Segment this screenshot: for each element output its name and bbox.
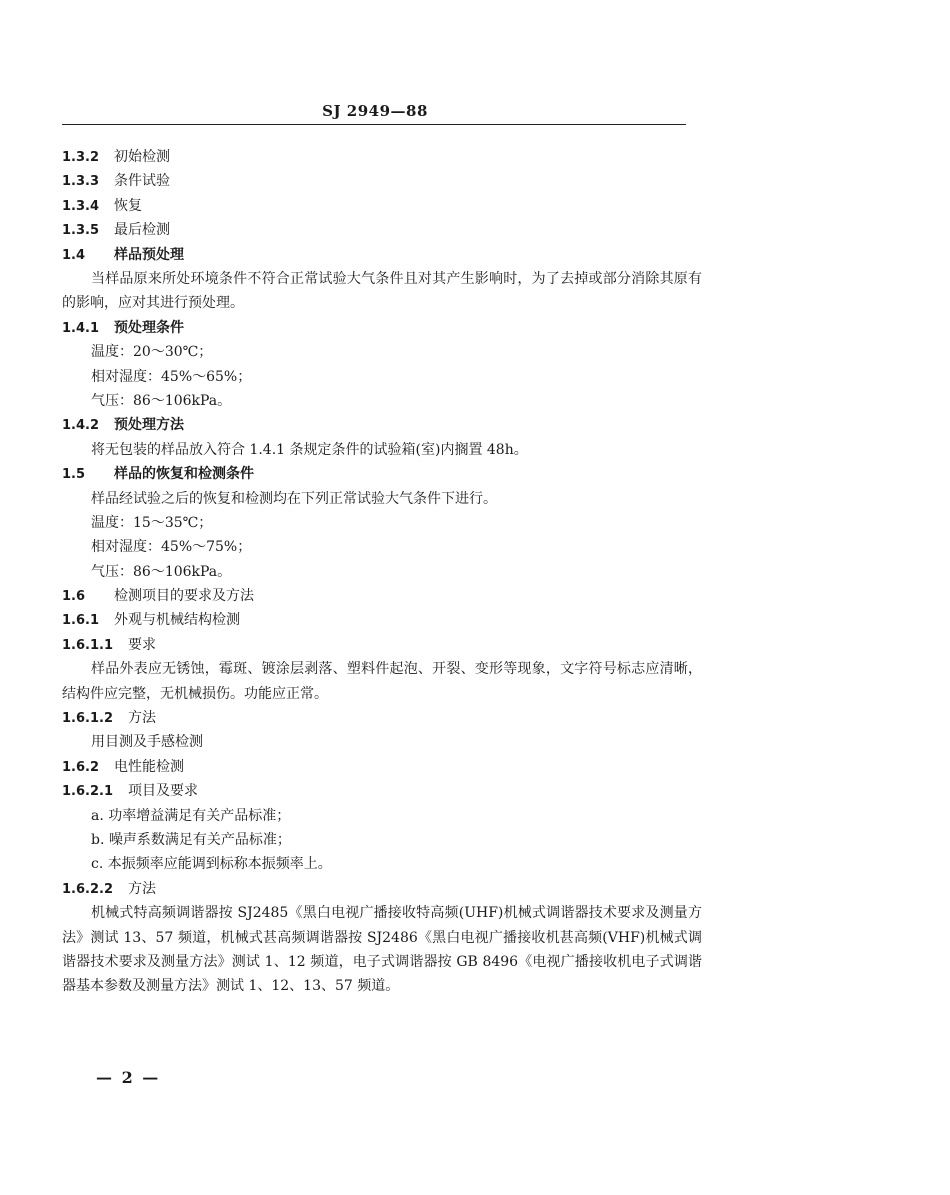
section-1-4: 1.4 样品预处理 (62, 246, 184, 263)
section-1-3-5: 1.3.5 最后检测 (62, 222, 170, 239)
section-1-3-4: 1.3.4 恢复 (62, 197, 142, 214)
list-item: b. 噪声系数满足有关产品标准； (91, 832, 291, 848)
list-item: a. 功率增益满足有关产品标准； (91, 807, 291, 824)
section-1-6-2-1: 1.6.2.1 项目及要求 (62, 783, 198, 800)
list-item: 气压：86～106kPa。 (91, 392, 232, 409)
list-item: 温度：15～35℃； (91, 514, 213, 531)
page-number: — 2 — (96, 1068, 161, 1087)
section-1-6-2: 1.6.2 电性能检测 (62, 758, 184, 775)
list-item: c. 本振频率应能调到标称本振频率上。 (91, 856, 332, 873)
section-1-6-1: 1.6.1 外观与机械结构检测 (62, 612, 240, 629)
section-1-4-text: 当样品原来所处环境条件不符合正常试验大气条件且对其产生影响时，为了去掉或部分消除其原有的影响，应对其进行预处理。 (62, 270, 702, 312)
section-1-6-1-1-text: 样品外表应无锈蚀，霉斑、镀涂层剥落、塑料件起泡、开裂、变形等现象，文字符号标志应清晰，结构件应完整，无机械损伤。功能应正常。 (62, 661, 702, 702)
section-1-6-1-2-text: 用目测及手感检测 (91, 734, 203, 751)
section-1-4-2: 1.4.2 预处理方法 (62, 417, 184, 434)
document-body (62, 145, 702, 999)
header-rule (62, 124, 686, 125)
section-1-3-3: 1.3.3 条件试验 (62, 173, 170, 190)
section-1-4-1: 1.4.1 预处理条件 (62, 319, 184, 336)
list-item: 相对湿度：45%～75%； (91, 539, 252, 556)
section-1-5-text: 样品经试验之后的恢复和检测均在下列正常试验大气条件下进行。 (91, 490, 497, 507)
section-1-6-2-2: 1.6.2.2 方法 (62, 880, 156, 897)
list-item: 相对湿度：45%～65%； (91, 368, 252, 385)
section-1-3-2: 1.3.2 初始检测 (62, 149, 170, 165)
section-1-6-1-1: 1.6.1.1 要求 (62, 636, 156, 653)
page-header: SJ 2949—88 (322, 102, 428, 120)
list-item: 气压：86～106kPa。 (91, 563, 232, 580)
section-1-6: 1.6 检测项目的要求及方法 (62, 588, 254, 605)
section-1-6-2-2-text: 机械式特高频调谐器按 SJ2485《黑白电视广播接收特高频(UHF)机械式调谐器技术要求及测量方法》测试 13、57 频道，机械式甚高频调谐器按 SJ2486《黑白电视广播接收机甚高频(VHF)机械式调谐器技术要求及测量方法》测试 1、12 频道，电子式调谐器按 GB 8496《电视广播接收机电子式调谐器基本参数及测量方法》测试 1、12、13、57 频道。 (62, 905, 702, 995)
list-item: 温度：20～30℃； (91, 344, 213, 361)
section-1-6-1-2: 1.6.1.2 方法 (62, 710, 156, 727)
section-1-5: 1.5 样品的恢复和检测条件 (62, 466, 254, 483)
section-1-4-2-text: 将无包装的样品放入符合 1.4.1 条规定条件的试验箱(室)内搁置 48h。 (91, 441, 528, 458)
